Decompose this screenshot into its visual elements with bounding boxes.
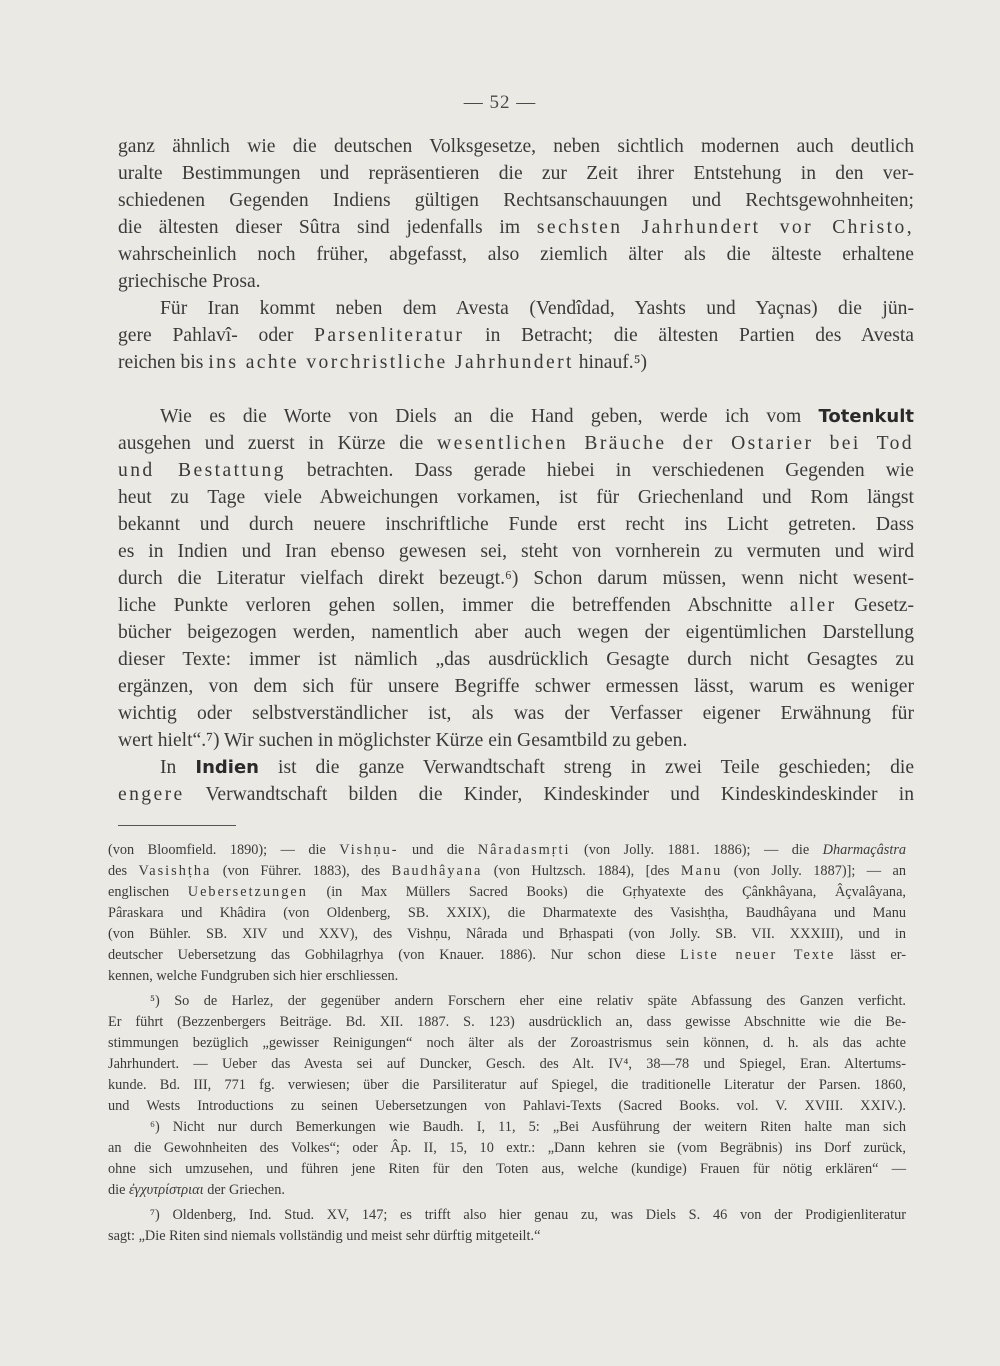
text-line: es in Indien und Iran ebenso gewesen sei, steht von vornherein zu vermuten und wird <box>118 541 914 562</box>
spaced-emphasis: und Bestattung <box>118 460 286 481</box>
text-line: In Indien ist die ganze Verwandtschaft streng in zwei Teile geschieden; die <box>160 757 915 778</box>
text-line: ganz ähnlich wie die deutschen Volksgesetze, neben sichtlich modernen auch deutlich <box>118 136 914 157</box>
text-line: reichen bis ins achte vorchristliche Jahrhundert hinauf.⁵) <box>118 352 648 373</box>
text-line: ausgehen und zuerst in Kürze die wesentlichen Bräuche der Ostarier bei Tod <box>118 433 914 454</box>
footnote-rule <box>118 825 236 826</box>
text-line: griechische Prosa. <box>118 271 261 292</box>
spaced-emphasis: aller <box>789 595 837 616</box>
text-line: engere Verwandtschaft bilden die Kinder, Kindeskinder und Kindeskindeskinder in <box>118 784 914 805</box>
footnote-line: Jahrhundert. — Ueber das Avesta sei auf Duncker, Gesch. des Alt. IV⁴, 38—78 und Spiegel, Eran. Altertums- <box>108 1056 906 1072</box>
footnote-line: ohne sich umzusehen, und führen jene Riten für den Toten aus, welche (kundige) Frauen für nötig erklären“ — <box>108 1161 906 1177</box>
text-line: ergänzen, von dem sich für unsere Begriffe schwer ermessen lässt, warum es weniger <box>118 676 914 697</box>
spaced-emphasis: Parsenliteratur <box>314 325 465 346</box>
footnote-7: ⁷) Oldenberg, Ind. Stud. XV, 147; es trifft also hier genau zu, was Diels S. 46 von der Prodigienliteratur <box>150 1207 906 1223</box>
text-line: heut zu Tage viele Abweichungen vorkamen, ist für Griechenland und Rom längst <box>118 487 914 508</box>
spaced-emphasis: sechsten Jahrhundert vor Christo, <box>536 217 914 238</box>
bold-term: Indien <box>195 757 259 778</box>
footnote-line: die ἐγχυτρίστριαι der Griechen. <box>108 1182 285 1198</box>
footnotes <box>108 840 906 1247</box>
text-line: liche Punkte verloren gehen sollen, immer die betreffenden Abschnitte aller Gesetz- <box>118 595 914 616</box>
text-line: schiedenen Gegenden Indiens gültigen Rechtsanschauungen und Rechtsgewohnheiten; <box>118 190 914 211</box>
text-line: Wie es die Worte von Diels an die Hand geben, werde ich vom Totenkult <box>160 406 914 427</box>
spaced-emphasis: wesentlichen Bräuche der Ostarier bei Tod <box>437 433 914 454</box>
text-line: uralte Bestimmungen und repräsentieren die zur Zeit ihrer Entstehung in den ver- <box>118 163 914 184</box>
text-line: bekannt und durch neuere inschriftliche Funde erst recht ins Licht getreten. Dass <box>118 514 914 535</box>
text-line: wahrscheinlich noch früher, abgefasst, also ziemlich älter als die älteste erhaltene <box>118 244 914 265</box>
footnote-5: ⁵) So de Harlez, der gegenüber andern Forschern eher eine relativ späte Abfassung des Ganzen verficht. <box>150 993 906 1009</box>
footnote-line: an die Gewohnheiten des Volkes“; oder Âp. II, 15, 10 extr.: „Dann kehren sie (vom Begräbnis) ins Dorf zurück, <box>108 1140 906 1156</box>
text-line: wert hielt“.⁷) Wir suchen in möglichster Kürze ein Gesamtbild zu geben. <box>118 730 688 751</box>
text-line: die ältesten dieser Sûtra sind jedenfalls im sechsten Jahrhundert vor Christo, <box>118 217 914 238</box>
text-line: und Bestattung betrachten. Dass gerade hiebei in verschiedenen Gegenden wie <box>118 460 914 481</box>
footnote-line: (von Bloomfield. 1890); — die Vishṇu- und die Nâradasmṛti (von Jolly. 1881. 1886); — die Dharmaçâstra <box>108 842 907 858</box>
text-line: gere Pahlavî- oder Parsenliteratur in Betracht; die ältesten Partien des Avesta <box>118 325 915 346</box>
bold-term: Totenkult <box>818 406 914 427</box>
footnote-line: stimmungen bezüglich „gewisser Reinigungen“ noch älter als der Zoroastrismus sein können, d. h. als das achte <box>108 1035 906 1051</box>
body-text <box>118 133 914 808</box>
text-line: dieser Texte: immer ist nämlich „das ausdrücklich Gesagte durch nicht Gesagtes zu <box>118 649 914 670</box>
text-line: bücher beigezogen werden, namentlich aber auch wegen der eigentümlichen Darstellung <box>118 622 914 643</box>
footnote-line: deutscher Uebersetzung das Gobhilagṛhya (von Knauer. 1886). Nur schon diese Liste neuer Texte lässt er- <box>108 947 906 963</box>
footnote-line: kennen, welche Fundgruben sich hier erschliessen. <box>108 968 399 984</box>
footnote-line: Er führt (Bezzenbergers Beiträge. Bd. XII. 1887. S. 123) ausdrücklich an, dass gewisse Abschnitte wie die Be- <box>108 1014 906 1030</box>
footnote-line: kunde. Bd. III, 771 fg. verwiesen; über die Parsiliteratur auf Spiegel, die traditionelle Literatur der Parsen. 1860, <box>108 1077 906 1093</box>
footnote-line: Pâraskara und Khâdira (von Oldenberg, SB. XXIX), die Dharmatexte des Vasishṭha, Baudhâyana und Manu <box>108 905 906 921</box>
spaced-emphasis: engere <box>118 784 185 805</box>
footnote-line: (von Bühler. SB. XIV und XXV), des Vishṇu, Nârada und Bṛhaspati (von Jolly. SB. VII. XXXIII), und in <box>108 926 906 942</box>
footnote-line: des Vasishṭha (von Führer. 1883), des Baudhâyana (von Hultzsch. 1884), [des Manu (von Jolly. 1887)]; — an <box>108 863 907 879</box>
text-line: durch die Literatur vielfach direkt bezeugt.⁶) Schon darum müssen, wenn nicht wesent- <box>118 568 914 589</box>
page-number: — 52 — <box>463 92 537 113</box>
text-line: Für Iran kommt neben dem Avesta (Vendîdad, Yashts und Yaçnas) die jün- <box>160 298 914 319</box>
footnote-6: ⁶) Nicht nur durch Bemerkungen wie Baudh. I, 11, 5: „Bei Ausführung der weitern Riten halte man sich <box>150 1119 906 1135</box>
spaced-emphasis: ins achte vorchristliche Jahrhundert <box>208 352 574 373</box>
footnote-line: sagt: „Die Riten sind niemals vollständig und meist sehr dürftig mitgeteilt.“ <box>108 1228 541 1244</box>
footnote-line: und Wests Introductions zu seinen Uebersetzungen von Pahlavi-Texts (Sacred Books. vol. V. XVIII. XXIV.). <box>108 1098 906 1114</box>
text-line: wichtig oder selbstverständlicher ist, als was der Verfasser eigener Erwähnung für <box>118 703 914 724</box>
footnote-line: englischen Uebersetzungen (in Max Müllers Sacred Books) die Gṛhyatexte des Çânkhâyana, Âçvalâyana, <box>108 884 906 900</box>
